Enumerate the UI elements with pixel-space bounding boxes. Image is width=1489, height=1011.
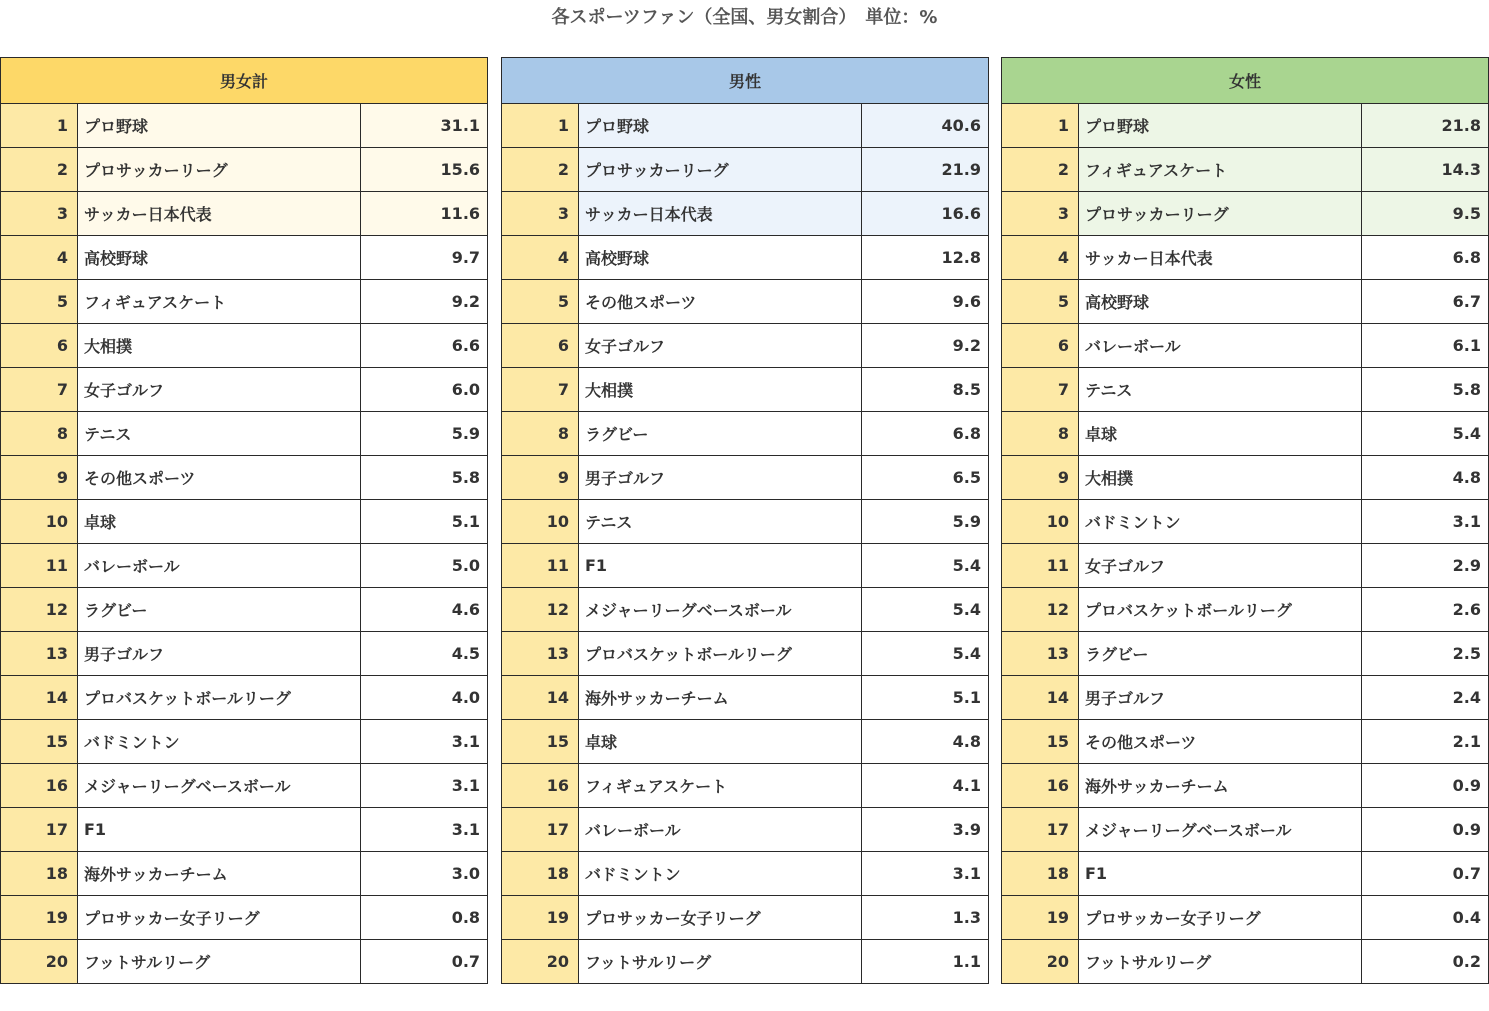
sport-name-cell: フットサルリーグ	[1079, 940, 1362, 984]
value-cell: 5.1	[862, 676, 989, 720]
sport-name-cell: プロバスケットボールリーグ	[78, 676, 361, 720]
rank-cell: 18	[502, 852, 579, 896]
sport-name-cell: その他スポーツ	[1079, 720, 1362, 764]
value-cell: 31.1	[361, 104, 488, 148]
value-cell: 3.1	[361, 808, 488, 852]
value-cell: 5.4	[862, 588, 989, 632]
value-cell: 6.5	[862, 456, 989, 500]
table-row	[1002, 192, 1489, 236]
sport-name-cell: 女子ゴルフ	[579, 324, 862, 368]
rank-cell: 1	[1, 104, 78, 148]
rank-cell: 9	[1002, 456, 1079, 500]
value-cell: 0.8	[361, 896, 488, 940]
sport-name-cell: 海外サッカーチーム	[579, 676, 862, 720]
table-row	[1, 940, 488, 984]
value-cell: 6.8	[862, 412, 989, 456]
value-cell: 0.7	[1362, 852, 1489, 896]
table-row	[502, 324, 989, 368]
sport-name-cell: バレーボール	[78, 544, 361, 588]
rank-cell: 18	[1, 852, 78, 896]
value-cell: 5.4	[862, 544, 989, 588]
rank-cell: 9	[1, 456, 78, 500]
sport-name-cell: プロ野球	[579, 104, 862, 148]
sport-name-cell: 卓球	[579, 720, 862, 764]
value-cell: 14.3	[1362, 148, 1489, 192]
table-female	[1001, 57, 1489, 984]
value-cell: 9.2	[862, 324, 989, 368]
table-row	[502, 808, 989, 852]
table-row	[502, 764, 989, 808]
sport-name-cell: 高校野球	[1079, 280, 1362, 324]
sport-name-cell: プロバスケットボールリーグ	[1079, 588, 1362, 632]
table-row	[1, 368, 488, 412]
sport-name-cell: ラグビー	[579, 412, 862, 456]
sport-name-cell: バレーボール	[1079, 324, 1362, 368]
sport-name-cell: テニス	[579, 500, 862, 544]
sport-name-cell: バドミントン	[1079, 500, 1362, 544]
table-row	[1, 808, 488, 852]
sport-name-cell: 卓球	[1079, 412, 1362, 456]
table-row	[1, 148, 488, 192]
sport-name-cell: プロサッカーリーグ	[579, 148, 862, 192]
table-row	[1002, 852, 1489, 896]
sport-name-cell: プロサッカー女子リーグ	[579, 896, 862, 940]
rank-cell: 3	[502, 192, 579, 236]
rank-cell: 20	[1002, 940, 1079, 984]
table-row	[502, 852, 989, 896]
rank-cell: 12	[1002, 588, 1079, 632]
sport-name-cell: 高校野球	[579, 236, 862, 280]
rank-cell: 5	[1002, 280, 1079, 324]
rank-cell: 16	[1, 764, 78, 808]
sport-name-cell: 男子ゴルフ	[78, 632, 361, 676]
rank-cell: 17	[502, 808, 579, 852]
sport-name-cell: 女子ゴルフ	[78, 368, 361, 412]
table-row	[1002, 500, 1489, 544]
value-cell: 4.5	[361, 632, 488, 676]
table-row	[1, 104, 488, 148]
value-cell: 21.8	[1362, 104, 1489, 148]
table-row	[1002, 148, 1489, 192]
rank-cell: 5	[1, 280, 78, 324]
rank-cell: 6	[1, 324, 78, 368]
rank-cell: 19	[502, 896, 579, 940]
sport-name-cell: 高校野球	[78, 236, 361, 280]
value-cell: 5.8	[1362, 368, 1489, 412]
sport-name-cell: F1	[579, 544, 862, 588]
table-row	[1002, 236, 1489, 280]
rank-cell: 6	[1002, 324, 1079, 368]
value-cell: 3.1	[1362, 500, 1489, 544]
rank-cell: 2	[1, 148, 78, 192]
table-row	[1002, 324, 1489, 368]
table-row	[502, 456, 989, 500]
rank-cell: 4	[502, 236, 579, 280]
sport-name-cell: ラグビー	[1079, 632, 1362, 676]
rank-cell: 11	[502, 544, 579, 588]
table-row	[1, 896, 488, 940]
rank-cell: 15	[1, 720, 78, 764]
value-cell: 3.1	[361, 720, 488, 764]
rank-cell: 8	[1002, 412, 1079, 456]
sport-name-cell: 女子ゴルフ	[1079, 544, 1362, 588]
value-cell: 2.5	[1362, 632, 1489, 676]
value-cell: 40.6	[862, 104, 989, 148]
rank-cell: 13	[1, 632, 78, 676]
table-row	[502, 720, 989, 764]
value-cell: 6.7	[1362, 280, 1489, 324]
rank-cell: 18	[1002, 852, 1079, 896]
table-row	[1, 500, 488, 544]
table-row	[502, 192, 989, 236]
rank-cell: 5	[502, 280, 579, 324]
value-cell: 0.9	[1362, 764, 1489, 808]
value-cell: 9.7	[361, 236, 488, 280]
sport-name-cell: その他スポーツ	[579, 280, 862, 324]
table-row	[1002, 280, 1489, 324]
table-row	[1, 236, 488, 280]
table-row	[1002, 764, 1489, 808]
sport-name-cell: 大相撲	[579, 368, 862, 412]
sport-name-cell: その他スポーツ	[78, 456, 361, 500]
table-row	[1, 720, 488, 764]
rank-cell: 8	[1, 412, 78, 456]
sport-name-cell: フィギュアスケート	[1079, 148, 1362, 192]
table-row	[1, 588, 488, 632]
value-cell: 3.1	[361, 764, 488, 808]
rank-cell: 13	[1002, 632, 1079, 676]
rank-cell: 10	[502, 500, 579, 544]
rank-cell: 11	[1002, 544, 1079, 588]
sport-name-cell: 海外サッカーチーム	[78, 852, 361, 896]
value-cell: 6.0	[361, 368, 488, 412]
rank-cell: 11	[1, 544, 78, 588]
value-cell: 9.6	[862, 280, 989, 324]
table-row	[1, 852, 488, 896]
table-row	[1002, 412, 1489, 456]
sport-name-cell: メジャーリーグベースボール	[78, 764, 361, 808]
table-row	[1, 544, 488, 588]
table-total	[0, 57, 488, 984]
table-row	[502, 236, 989, 280]
value-cell: 5.4	[1362, 412, 1489, 456]
value-cell: 4.1	[862, 764, 989, 808]
table-row	[1002, 676, 1489, 720]
sport-name-cell: バドミントン	[579, 852, 862, 896]
sport-name-cell: プロサッカー女子リーグ	[78, 896, 361, 940]
table-row	[1, 192, 488, 236]
value-cell: 1.1	[862, 940, 989, 984]
rank-cell: 7	[502, 368, 579, 412]
table-row	[1002, 456, 1489, 500]
rank-cell: 12	[502, 588, 579, 632]
sport-name-cell: 男子ゴルフ	[1079, 676, 1362, 720]
sport-name-cell: ラグビー	[78, 588, 361, 632]
value-cell: 21.9	[862, 148, 989, 192]
rank-cell: 16	[1002, 764, 1079, 808]
rank-cell: 1	[502, 104, 579, 148]
sport-name-cell: プロサッカーリーグ	[78, 148, 361, 192]
table-row	[1, 632, 488, 676]
rank-cell: 1	[1002, 104, 1079, 148]
rank-cell: 4	[1, 236, 78, 280]
table-row	[1002, 720, 1489, 764]
rank-cell: 17	[1002, 808, 1079, 852]
value-cell: 16.6	[862, 192, 989, 236]
value-cell: 5.9	[361, 412, 488, 456]
value-cell: 5.4	[862, 632, 989, 676]
sport-name-cell: 海外サッカーチーム	[1079, 764, 1362, 808]
table-row	[1002, 808, 1489, 852]
value-cell: 3.1	[862, 852, 989, 896]
rank-cell: 15	[502, 720, 579, 764]
value-cell: 4.8	[1362, 456, 1489, 500]
value-cell: 1.3	[862, 896, 989, 940]
value-cell: 4.8	[862, 720, 989, 764]
table-row	[502, 280, 989, 324]
rank-cell: 8	[502, 412, 579, 456]
rank-cell: 9	[502, 456, 579, 500]
table-row	[1, 324, 488, 368]
sport-name-cell: F1	[1079, 852, 1362, 896]
sport-name-cell: F1	[78, 808, 361, 852]
value-cell: 3.0	[361, 852, 488, 896]
sport-name-cell: バドミントン	[78, 720, 361, 764]
rank-cell: 2	[1002, 148, 1079, 192]
value-cell: 4.6	[361, 588, 488, 632]
rank-cell: 3	[1002, 192, 1079, 236]
table-row	[1002, 896, 1489, 940]
sport-name-cell: バレーボール	[579, 808, 862, 852]
rank-cell: 7	[1002, 368, 1079, 412]
table-row	[1002, 104, 1489, 148]
value-cell: 2.4	[1362, 676, 1489, 720]
sport-name-cell: テニス	[1079, 368, 1362, 412]
sport-name-cell: プロバスケットボールリーグ	[579, 632, 862, 676]
value-cell: 0.9	[1362, 808, 1489, 852]
rank-cell: 17	[1, 808, 78, 852]
value-cell: 2.6	[1362, 588, 1489, 632]
table-row	[1002, 632, 1489, 676]
table-row	[502, 148, 989, 192]
rank-cell: 12	[1, 588, 78, 632]
table-row	[1, 280, 488, 324]
value-cell: 3.9	[862, 808, 989, 852]
rank-cell: 15	[1002, 720, 1079, 764]
sport-name-cell: 男子ゴルフ	[579, 456, 862, 500]
rank-cell: 10	[1002, 500, 1079, 544]
table-header-total: 男女計	[1, 58, 488, 104]
value-cell: 0.7	[361, 940, 488, 984]
rank-cell: 7	[1, 368, 78, 412]
sport-name-cell: フィギュアスケート	[579, 764, 862, 808]
sport-name-cell: サッカー日本代表	[1079, 236, 1362, 280]
table-row	[1, 412, 488, 456]
table-header-male: 男性	[502, 58, 989, 104]
sport-name-cell: 卓球	[78, 500, 361, 544]
sport-name-cell: フットサルリーグ	[78, 940, 361, 984]
table-male	[501, 57, 989, 984]
table-row	[502, 544, 989, 588]
sport-name-cell: 大相撲	[78, 324, 361, 368]
sport-name-cell: 大相撲	[1079, 456, 1362, 500]
table-row	[502, 676, 989, 720]
table-row	[502, 104, 989, 148]
table-row	[502, 500, 989, 544]
value-cell: 12.8	[862, 236, 989, 280]
value-cell: 0.2	[1362, 940, 1489, 984]
sport-name-cell: サッカー日本代表	[78, 192, 361, 236]
value-cell: 9.5	[1362, 192, 1489, 236]
sport-name-cell: サッカー日本代表	[579, 192, 862, 236]
table-row	[502, 896, 989, 940]
value-cell: 5.9	[862, 500, 989, 544]
rank-cell: 13	[502, 632, 579, 676]
value-cell: 5.1	[361, 500, 488, 544]
value-cell: 6.6	[361, 324, 488, 368]
value-cell: 0.4	[1362, 896, 1489, 940]
value-cell: 6.8	[1362, 236, 1489, 280]
table-row	[1, 676, 488, 720]
sport-name-cell: メジャーリーグベースボール	[579, 588, 862, 632]
rank-cell: 16	[502, 764, 579, 808]
value-cell: 4.0	[361, 676, 488, 720]
rank-cell: 14	[1002, 676, 1079, 720]
sport-name-cell: プロサッカー女子リーグ	[1079, 896, 1362, 940]
table-row	[1, 764, 488, 808]
sport-name-cell: プロ野球	[1079, 104, 1362, 148]
rank-cell: 3	[1, 192, 78, 236]
table-row	[502, 368, 989, 412]
rank-cell: 14	[1, 676, 78, 720]
table-row	[1, 456, 488, 500]
rank-cell: 14	[502, 676, 579, 720]
rank-cell: 2	[502, 148, 579, 192]
table-row	[1002, 368, 1489, 412]
sport-name-cell: プロ野球	[78, 104, 361, 148]
table-row	[1002, 544, 1489, 588]
value-cell: 9.2	[361, 280, 488, 324]
value-cell: 5.0	[361, 544, 488, 588]
table-row	[502, 632, 989, 676]
value-cell: 2.1	[1362, 720, 1489, 764]
table-header-female: 女性	[1002, 58, 1489, 104]
sport-name-cell: プロサッカーリーグ	[1079, 192, 1362, 236]
sport-name-cell: フットサルリーグ	[579, 940, 862, 984]
value-cell: 11.6	[361, 192, 488, 236]
table-row	[1002, 940, 1489, 984]
table-row	[502, 412, 989, 456]
rank-cell: 19	[1002, 896, 1079, 940]
value-cell: 8.5	[862, 368, 989, 412]
rank-cell: 20	[502, 940, 579, 984]
table-row	[1002, 588, 1489, 632]
table-row	[502, 588, 989, 632]
sport-name-cell: テニス	[78, 412, 361, 456]
value-cell: 5.8	[361, 456, 488, 500]
rank-cell: 6	[502, 324, 579, 368]
rank-cell: 4	[1002, 236, 1079, 280]
rank-cell: 19	[1, 896, 78, 940]
chart-title: 各スポーツファン（全国、男女割合） 単位：%	[551, 7, 938, 28]
rank-cell: 10	[1, 500, 78, 544]
value-cell: 2.9	[1362, 544, 1489, 588]
sport-name-cell: フィギュアスケート	[78, 280, 361, 324]
table-row	[502, 940, 989, 984]
rank-cell: 20	[1, 940, 78, 984]
value-cell: 6.1	[1362, 324, 1489, 368]
sport-name-cell: メジャーリーグベースボール	[1079, 808, 1362, 852]
value-cell: 15.6	[361, 148, 488, 192]
